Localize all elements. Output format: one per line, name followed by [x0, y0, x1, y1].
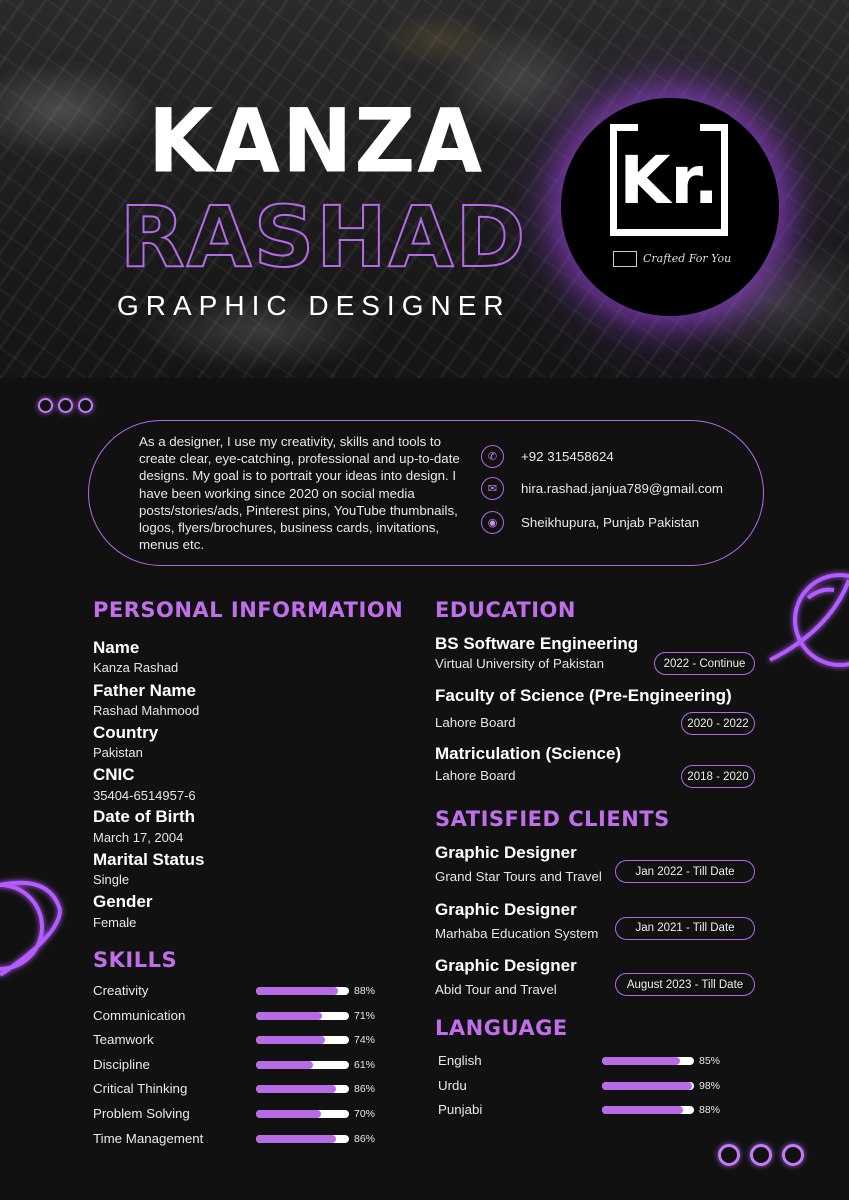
skill-percentage: 88%: [354, 985, 376, 997]
mail-icon: ✉: [481, 477, 504, 500]
skill-name: Discipline: [93, 1056, 150, 1072]
personal-info-value: Single: [93, 872, 130, 887]
skill-bar-fill: [256, 1036, 325, 1044]
circle-icon: [782, 1144, 804, 1166]
header-banner: [0, 0, 849, 378]
skill-bar-fill: [256, 1061, 313, 1069]
skill-bar-track: [256, 1061, 349, 1069]
personal-info-label: Marital Status: [93, 850, 205, 869]
logo: [561, 98, 779, 316]
personal-info-label: Name: [93, 638, 140, 657]
language-bar-track: [602, 1057, 694, 1065]
personal-info-value: March 17, 2004: [93, 830, 184, 845]
education-degree: BS Software Engineering: [435, 634, 639, 653]
education-institute: Virtual University of Pakistan: [435, 656, 604, 671]
personal-info-label: Father Name: [93, 681, 196, 700]
language-bar-track: [602, 1106, 694, 1114]
laptop-icon: [613, 251, 637, 267]
skill-bar-track: [256, 1135, 349, 1143]
personal-info-value: Kanza Rashad: [93, 660, 179, 675]
skill-bar-fill: [256, 1085, 336, 1093]
circle-icon: [78, 398, 93, 413]
skill-bar-fill: [256, 1135, 336, 1143]
client-date-badge: August 2023 - Till Date: [615, 973, 755, 996]
contact-location-row: [481, 510, 699, 534]
language-heading: LANGUAGE: [435, 1016, 568, 1040]
skill-name: Communication: [93, 1007, 186, 1023]
skill-percentage: 71%: [354, 1009, 376, 1022]
education-institute: Lahore Board: [435, 768, 516, 783]
skill-bar-fill: [256, 1012, 322, 1020]
skill-name: Critical Thinking: [93, 1081, 188, 1097]
logo-letters: Kr.: [619, 142, 719, 219]
client-role: Graphic Designer: [435, 843, 577, 862]
skill-percentage: 86%: [354, 1083, 376, 1096]
skill-name: Problem Solving: [93, 1106, 190, 1121]
first-name: KANZA: [148, 89, 485, 193]
logo-frame: [610, 124, 728, 236]
client-date-badge: Jan 2022 - Till Date: [615, 860, 755, 883]
skill-bar-fill: [256, 987, 338, 995]
job-title: GRAPHIC DESIGNER: [117, 290, 511, 321]
circle-icon: [38, 398, 53, 413]
language-bar-fill: [602, 1082, 692, 1090]
skill-percentage: 70%: [354, 1108, 376, 1120]
contact-phone-row: [481, 444, 614, 468]
language-bar-fill: [602, 1057, 680, 1065]
skill-bar-track: [256, 1012, 349, 1020]
personal-info-label: Country: [93, 723, 159, 742]
personal-info-label: Date of Birth: [93, 807, 195, 826]
decorative-dots-bottom: [718, 1144, 804, 1166]
language-name: English: [438, 1053, 482, 1068]
personal-info-value: Rashad Mahmood: [93, 703, 200, 718]
education-date-badge: 2022 - Continue: [654, 652, 755, 675]
logo-tagline: [613, 246, 733, 272]
skill-percentage: 61%: [354, 1058, 376, 1071]
language-percentage: 98%: [699, 1079, 721, 1092]
personal-info-value: 35404-6514957-6: [93, 788, 196, 803]
skill-bar-track: [256, 1110, 349, 1118]
skill-bar-track: [256, 1085, 349, 1093]
skill-percentage: 74%: [354, 1034, 376, 1047]
client-name: Marhaba Education System: [435, 925, 599, 941]
summary-card: [88, 420, 764, 566]
skill-percentage: 86%: [354, 1132, 376, 1145]
education-date-badge: 2018 - 2020: [681, 765, 755, 788]
skill-name: Teamwork: [93, 1032, 154, 1048]
language-percentage: 85%: [699, 1055, 721, 1067]
last-name: RASHAD: [120, 188, 528, 286]
language-name: Punjabi: [438, 1102, 483, 1118]
circle-icon: [750, 1144, 772, 1166]
skill-name: Time Management: [93, 1130, 204, 1146]
language-name: Urdu: [438, 1077, 467, 1093]
contact-location: Sheikhupura, Punjab Pakistan: [521, 514, 700, 530]
neon-planet-left-icon: [0, 855, 80, 1005]
language-bar-track: [602, 1082, 694, 1090]
language-percentage: 88%: [699, 1104, 721, 1117]
logo-tagline-text: Crafted For You: [643, 252, 732, 265]
skills-heading: SKILLS: [93, 948, 178, 972]
client-date-badge: Jan 2021 - Till Date: [615, 917, 755, 940]
skill-name: Creativity: [93, 983, 149, 998]
client-name: Abid Tour and Travel: [435, 982, 557, 997]
summary-text: As a designer, I use my creativity, skills and tools to create clear, eye-catching, professional and up-to-date designs. My goal is to portrait your ideas into design. I have been working since 2020 on social media posts/stories/ads, Pinterest pins, YouTube thumbnails, logos, flyers/brochures, business cards, invitations, menus etc.: [139, 434, 460, 553]
education-date-badge: 2020 - 2022: [681, 712, 755, 735]
education-degree: Matriculation (Science): [435, 744, 622, 763]
location-pin-icon: ◉: [481, 511, 504, 534]
personal-info-value: Female: [93, 915, 137, 930]
skill-bar-track: [256, 987, 349, 995]
clients-heading: SATISFIED CLIENTS: [435, 807, 670, 831]
neon-planet-right-icon: [760, 560, 849, 680]
education-heading: EDUCATION: [435, 598, 576, 622]
phone-icon: ✆: [481, 445, 504, 468]
personal-info-label: CNIC: [93, 765, 135, 784]
education-degree: Faculty of Science (Pre-Engineering): [435, 686, 732, 705]
skill-bar-track: [256, 1036, 349, 1044]
personal-info-value: Pakistan: [93, 745, 143, 760]
contact-phone[interactable]: +92 315458624: [521, 448, 614, 464]
circle-icon: [58, 398, 73, 413]
personal-info-heading: PERSONAL INFORMATION: [93, 598, 404, 622]
client-role: Graphic Designer: [435, 956, 577, 975]
contact-email[interactable]: hira.rashad.janjua789@gmail.com: [521, 480, 723, 496]
circle-icon: [718, 1144, 740, 1166]
contact-email-row: [481, 476, 723, 500]
education-institute: Lahore Board: [435, 715, 516, 730]
skill-bar-fill: [256, 1110, 321, 1118]
client-name: Grand Star Tours and Travel: [435, 869, 602, 884]
personal-info-label: Gender: [93, 892, 153, 911]
language-bar-fill: [602, 1106, 683, 1114]
decorative-dots-top: [38, 398, 93, 413]
client-role: Graphic Designer: [435, 899, 577, 919]
